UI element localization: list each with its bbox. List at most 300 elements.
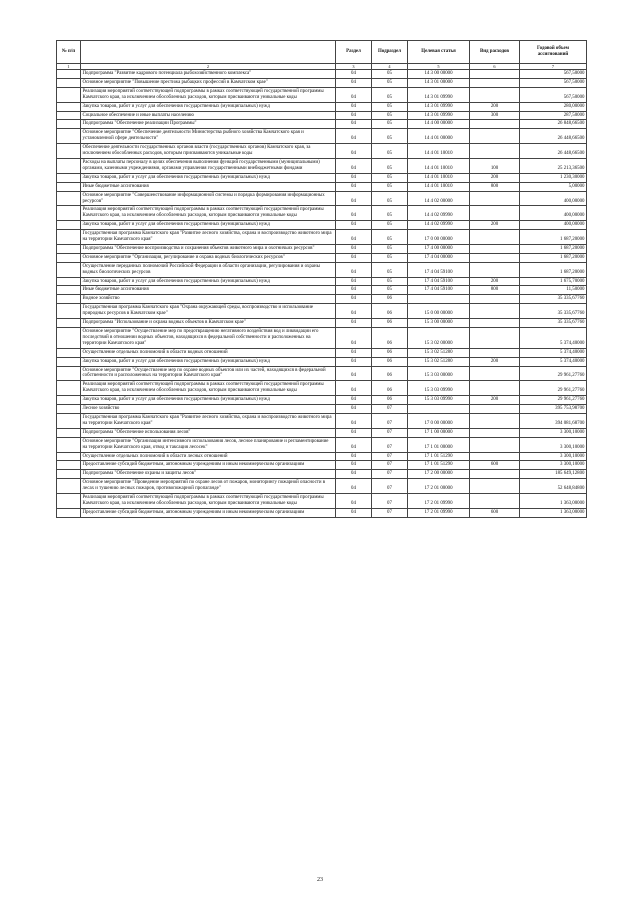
cell-name: Водное хозяйство: [81, 295, 336, 304]
cell-name: Социальное обеспечение и иные выплаты населению: [81, 111, 336, 120]
cell-amount: 280,00000: [520, 102, 587, 111]
cell-target-article: 15 3 02 51280: [408, 357, 470, 366]
cell-section: 04: [336, 262, 372, 277]
cell-name: Предоставление субсидий бюджетным, автономным учреждениям и иным некоммерческим организациям: [81, 461, 336, 470]
cell-target-article: 17 1 01 51290: [408, 461, 470, 470]
cell-expense-type: 600: [470, 461, 520, 470]
cell-target-article: 15 3 02 00000: [408, 328, 470, 349]
cell-expense-type: [470, 120, 520, 129]
cell-name: Реализация мероприятий соответствующей подпрограммы в рамках соответствующей государственной программы Камчатского края, за исключением обособленных расходов, которым присваиваются уникальные коды: [81, 87, 336, 102]
cell-number: [57, 221, 81, 230]
cell-name: Иные бюджетные ассигнования: [81, 286, 336, 295]
cell-section: 04: [336, 286, 372, 295]
cell-amount: 287,50000: [520, 111, 587, 120]
cell-name: Закупка товаров, работ и услуг для обеспечения государственных (муниципальных) нужд: [81, 221, 336, 230]
cell-expense-type: 300: [470, 111, 520, 120]
cell-expense-type: [470, 87, 520, 102]
cell-section: 04: [336, 304, 372, 319]
cell-expense-type: [470, 78, 520, 87]
table-row: [57, 182, 587, 191]
cell-subsection: 06: [372, 357, 408, 366]
cell-expense-type: [470, 191, 520, 206]
cell-section: 04: [336, 120, 372, 129]
cell-expense-type: [470, 381, 520, 396]
cell-number: [57, 494, 81, 509]
cell-name: Осуществление отдельных полномочий в области водных отношений: [81, 348, 336, 357]
cell-amount: 1 363,00000: [520, 494, 587, 509]
cell-number: [57, 461, 81, 470]
cell-subsection: 05: [372, 244, 408, 253]
cell-number: [57, 328, 81, 349]
cell-subsection: 05: [372, 102, 408, 111]
cell-name: Основное мероприятие "Совершенствование информационной системы и порядка формирования информационных ресурсов": [81, 191, 336, 206]
table-header-row: [57, 41, 587, 64]
cell-amount: 35 335,67760: [520, 295, 587, 304]
cell-section: 04: [336, 102, 372, 111]
cell-subsection: 07: [372, 479, 408, 494]
table-row: [57, 470, 587, 479]
cell-expense-type: 200: [470, 357, 520, 366]
table-row: [57, 508, 587, 517]
col-index: 3: [336, 64, 372, 70]
table-body: [57, 70, 587, 518]
cell-section: 04: [336, 348, 372, 357]
cell-section: 04: [336, 191, 372, 206]
cell-subsection: 05: [372, 206, 408, 221]
cell-section: 04: [336, 494, 372, 509]
table-row: [57, 348, 587, 357]
cell-subsection: 06: [372, 381, 408, 396]
cell-expense-type: [470, 494, 520, 509]
cell-name: Закупка товаров, работ и услуг для обеспечения государственных (муниципальных) нужд: [81, 396, 336, 405]
table-row: [57, 328, 587, 349]
col-header-expense-type: Вид расходов: [470, 41, 520, 64]
cell-amount: 5,00000: [520, 182, 587, 191]
cell-target-article: 14 4 01 10010: [408, 144, 470, 159]
cell-section: 04: [336, 277, 372, 286]
cell-number: [57, 253, 81, 262]
table-row: [57, 479, 587, 494]
cell-amount: 400,00000: [520, 221, 587, 230]
cell-section: 04: [336, 328, 372, 349]
cell-target-article: 17 0 00 00000: [408, 413, 470, 428]
cell-target-article: 14 4 02 00000: [408, 191, 470, 206]
cell-expense-type: [470, 437, 520, 452]
cell-name: Основное мероприятие "Осуществление мер по предотвращению негативного воздействия вод и ликвидации его последствий в отношении водных объектов, находящихся в федеральной собственности и расположенных на территории Камчатского края": [81, 328, 336, 349]
table-row: [57, 221, 587, 230]
cell-target-article: 17 2 01 09990: [408, 508, 470, 517]
cell-number: [57, 428, 81, 437]
cell-target-article: 17 1 00 00000: [408, 428, 470, 437]
cell-amount: 3 300,10000: [520, 437, 587, 452]
cell-target-article: 17 0 00 00000: [408, 230, 470, 245]
cell-section: 04: [336, 253, 372, 262]
cell-target-article: 17 1 01 00000: [408, 437, 470, 452]
cell-name: Государственная программа Камчатского края "Развитие лесного хозяйства, охрана и воспроизводство животного мира на территории Камчатского края": [81, 230, 336, 245]
cell-amount: 1 687,20000: [520, 253, 587, 262]
cell-number: [57, 87, 81, 102]
cell-target-article: 15 3 03 09990: [408, 396, 470, 405]
cell-name: Подпрограмма "Использование и охрана водных объектов в Камчатском крае": [81, 319, 336, 328]
cell-section: 04: [336, 381, 372, 396]
cell-section: 04: [336, 206, 372, 221]
cell-amount: 1 687,20000: [520, 244, 587, 253]
cell-section: 04: [336, 508, 372, 517]
cell-number: [57, 120, 81, 129]
cell-target-article: 14 4 02 09990: [408, 206, 470, 221]
cell-amount: 5 374,40000: [520, 357, 587, 366]
cell-number: [57, 129, 81, 144]
cell-subsection: 06: [372, 396, 408, 405]
cell-name: Реализация мероприятий соответствующей подпрограммы в рамках соответствующей государственной программы Камчатского края, за исключением обособленных расходов, которым присваиваются уникальные коды: [81, 206, 336, 221]
table-row: [57, 191, 587, 206]
cell-target-article: 15 3 02 51280: [408, 348, 470, 357]
cell-target-article: 14 4 01 10010: [408, 158, 470, 173]
cell-expense-type: [470, 304, 520, 319]
cell-subsection: 06: [372, 319, 408, 328]
cell-name: Реализация мероприятий соответствующей подпрограммы в рамках соответствующей государственной программы Камчатского края, за исключением обособленных расходов, которым присваиваются уникальные коды: [81, 381, 336, 396]
cell-subsection: 07: [372, 452, 408, 461]
cell-number: [57, 357, 81, 366]
cell-name: Обеспечение деятельности государственных органов власти (государственных органов) Камчатского края, за исключением обособленных расходов, которым присваиваются уникальные коды: [81, 144, 336, 159]
page-number: 23: [317, 877, 323, 883]
cell-number: [57, 381, 81, 396]
cell-section: 04: [336, 470, 372, 479]
cell-section: 04: [336, 70, 372, 79]
cell-expense-type: 600: [470, 508, 520, 517]
cell-expense-type: [470, 262, 520, 277]
table-row: [57, 494, 587, 509]
cell-section: 04: [336, 230, 372, 245]
cell-name: Иные бюджетные ассигнования: [81, 182, 336, 191]
table-row: [57, 87, 587, 102]
cell-number: [57, 508, 81, 517]
cell-name: Закупка товаров, работ и услуг для обеспечения государственных (муниципальных) нужд: [81, 173, 336, 182]
cell-section: 04: [336, 405, 372, 414]
col-header-name: [81, 41, 336, 64]
cell-target-article: 17 4 04 59100: [408, 262, 470, 277]
cell-expense-type: [470, 348, 520, 357]
cell-subsection: 07: [372, 461, 408, 470]
table-row: [57, 262, 587, 277]
cell-expense-type: [470, 452, 520, 461]
cell-number: [57, 206, 81, 221]
cell-number: [57, 230, 81, 245]
cell-amount: 26 448,66500: [520, 144, 587, 159]
cell-number: [57, 277, 81, 286]
cell-target-article: 15 0 00 00000: [408, 304, 470, 319]
cell-amount: 567,50000: [520, 70, 587, 79]
cell-section: 04: [336, 295, 372, 304]
table-row: [57, 206, 587, 221]
cell-target-article: 17 2 01 09990: [408, 494, 470, 509]
cell-subsection: 05: [372, 173, 408, 182]
cell-section: 04: [336, 144, 372, 159]
cell-amount: 1 687,20000: [520, 262, 587, 277]
cell-expense-type: 200: [470, 102, 520, 111]
cell-amount: 26 848,66500: [520, 120, 587, 129]
cell-amount: 3 300,10000: [520, 428, 587, 437]
table-row: [57, 428, 587, 437]
cell-section: 04: [336, 111, 372, 120]
cell-target-article: [408, 405, 470, 414]
cell-subsection: 07: [372, 428, 408, 437]
cell-target-article: 14 4 01 00000: [408, 129, 470, 144]
cell-subsection: 05: [372, 70, 408, 79]
cell-name: Подпрограмма "Обеспечение использования лесов": [81, 428, 336, 437]
cell-target-article: 17 1 01 51290: [408, 452, 470, 461]
cell-name: Закупка товаров, работ и услуг для обеспечения государственных (муниципальных) нужд: [81, 357, 336, 366]
table-row: [57, 277, 587, 286]
cell-subsection: 06: [372, 328, 408, 349]
cell-expense-type: [470, 230, 520, 245]
cell-target-article: 14 4 00 00000: [408, 120, 470, 129]
cell-section: 04: [336, 319, 372, 328]
table-row: [57, 437, 587, 452]
cell-target-article: 14 3 01 09990: [408, 102, 470, 111]
cell-name: Государственная программа Камчатского края "Охрана окружающей среды, воспроизводство и использование природных ресурсов в Камчатском крае": [81, 304, 336, 319]
table-row: [57, 144, 587, 159]
table-row: [57, 295, 587, 304]
table-row: [57, 78, 587, 87]
cell-subsection: 05: [372, 286, 408, 295]
table-row: [57, 70, 587, 79]
table-row: [57, 253, 587, 262]
cell-name: Государственная программа Камчатского края "Развитие лесного хозяйства, охрана и воспроизводство животного мира на территории Камчатского края": [81, 413, 336, 428]
cell-target-article: 14 3 01 09990: [408, 87, 470, 102]
cell-name: Расходы на выплаты персоналу в целях обеспечения выполнения функций государственными (муниципальными) органами, казенными учреждениями, органами управления государственными внебюджетными фондами: [81, 158, 336, 173]
cell-subsection: 05: [372, 87, 408, 102]
cell-target-article: 17 4 04 00000: [408, 253, 470, 262]
cell-target-article: 17 2 00 00000: [408, 470, 470, 479]
cell-expense-type: [470, 470, 520, 479]
col-header-section: Раздел: [336, 41, 372, 64]
cell-section: 04: [336, 158, 372, 173]
cell-number: [57, 102, 81, 111]
table-row: [57, 357, 587, 366]
cell-target-article: 14 4 01 10010: [408, 182, 470, 191]
cell-number: [57, 244, 81, 253]
table-row: [57, 381, 587, 396]
col-index: 4: [372, 64, 408, 70]
cell-amount: 394 081,68700: [520, 413, 587, 428]
cell-name: Лесное хозяйство: [81, 405, 336, 414]
cell-subsection: 06: [372, 295, 408, 304]
cell-number: [57, 366, 81, 381]
cell-subsection: 07: [372, 508, 408, 517]
cell-expense-type: [470, 144, 520, 159]
col-index: 7: [520, 64, 587, 70]
cell-amount: 567,50000: [520, 87, 587, 102]
cell-amount: 3 300,10000: [520, 461, 587, 470]
cell-subsection: 05: [372, 111, 408, 120]
cell-number: [57, 470, 81, 479]
cell-amount: 1 687,20000: [520, 230, 587, 245]
budget-table: [56, 40, 587, 518]
cell-section: 04: [336, 244, 372, 253]
cell-section: 04: [336, 452, 372, 461]
cell-number: [57, 70, 81, 79]
cell-subsection: 06: [372, 348, 408, 357]
cell-amount: 26 448,66500: [520, 129, 587, 144]
cell-target-article: 17 2 01 00000: [408, 479, 470, 494]
cell-section: 04: [336, 221, 372, 230]
cell-target-article: 14 3 01 00000: [408, 78, 470, 87]
cell-number: [57, 158, 81, 173]
cell-section: 04: [336, 428, 372, 437]
cell-name: Подпрограмма "Обеспечение реализации Программы": [81, 120, 336, 129]
table-row: [57, 461, 587, 470]
cell-amount: 29 961,27760: [520, 381, 587, 396]
cell-amount: 1 675,70000: [520, 277, 587, 286]
table-row: [57, 230, 587, 245]
cell-number: [57, 452, 81, 461]
cell-section: 04: [336, 437, 372, 452]
table-row: [57, 405, 587, 414]
cell-number: [57, 295, 81, 304]
cell-expense-type: 200: [470, 173, 520, 182]
cell-expense-type: [470, 295, 520, 304]
cell-section: 04: [336, 479, 372, 494]
cell-target-article: 15 3 03 00000: [408, 366, 470, 381]
cell-subsection: 05: [372, 277, 408, 286]
cell-target-article: [408, 295, 470, 304]
cell-number: [57, 262, 81, 277]
cell-expense-type: 800: [470, 182, 520, 191]
cell-name: Основное мероприятие "Организация, регулирование и охрана водных биологических ресурсов": [81, 253, 336, 262]
cell-subsection: 05: [372, 253, 408, 262]
cell-number: [57, 286, 81, 295]
cell-section: 04: [336, 87, 372, 102]
cell-number: [57, 319, 81, 328]
cell-section: 04: [336, 129, 372, 144]
cell-name: Подпрограмма "Обеспечение охраны и защиты лесов": [81, 470, 336, 479]
cell-amount: 52 648,84800: [520, 479, 587, 494]
cell-name: Основное мероприятие "Обеспечение деятельности Министерства рыбного хозяйства Камчатского края и установленной сфере деятельности": [81, 129, 336, 144]
col-header-annual-amount: Годовой объем ассигнований: [520, 41, 587, 64]
cell-expense-type: [470, 405, 520, 414]
cell-target-article: 17 4 00 00000: [408, 244, 470, 253]
cell-subsection: 05: [372, 78, 408, 87]
cell-number: [57, 182, 81, 191]
cell-subsection: 07: [372, 470, 408, 479]
cell-number: [57, 78, 81, 87]
cell-number: [57, 348, 81, 357]
cell-amount: 185 649,12800: [520, 470, 587, 479]
cell-name: Закупка товаров, работ и услуг для обеспечения государственных (муниципальных) нужд: [81, 102, 336, 111]
cell-name: Основное мероприятие "Повышение престижа рыбацких профессий в Камчатском крае": [81, 78, 336, 87]
cell-subsection: 07: [372, 405, 408, 414]
cell-subsection: 05: [372, 120, 408, 129]
cell-name: Подпрограмма "Развитие кадрового потенциала рыбохозяйственного комплекса": [81, 70, 336, 79]
cell-expense-type: [470, 413, 520, 428]
cell-subsection: 05: [372, 129, 408, 144]
cell-amount: 5 374,40000: [520, 348, 587, 357]
cell-name: Осуществление переданных полномочий Российской Федерации в области организации, регулирования и охраны водных биологических ресурсов: [81, 262, 336, 277]
cell-section: 04: [336, 357, 372, 366]
cell-target-article: 14 4 02 09990: [408, 221, 470, 230]
cell-subsection: 05: [372, 262, 408, 277]
cell-amount: 400,00000: [520, 206, 587, 221]
cell-name: Основное мероприятие "Осуществление мер по охране водных объектов или их частей, находящихся в федеральной собственности и расположенных на территории Камчатского края": [81, 366, 336, 381]
table-row: [57, 173, 587, 182]
cell-number: [57, 396, 81, 405]
table-row: [57, 244, 587, 253]
cell-target-article: 14 3 01 09990: [408, 111, 470, 120]
cell-name: Основное мероприятие "Проведение мероприятий по охране лесов от пожаров, мониторингу пожарной опасности в лесах и тушению лесных пожаров, противопожарной пропаганде": [81, 479, 336, 494]
table-row: [57, 129, 587, 144]
col-index: 2: [81, 64, 336, 70]
cell-amount: 35 335,67760: [520, 319, 587, 328]
cell-number: [57, 479, 81, 494]
col-header-number: № п/п: [57, 41, 81, 64]
cell-number: [57, 191, 81, 206]
cell-subsection: 05: [372, 182, 408, 191]
cell-number: [57, 173, 81, 182]
cell-expense-type: 200: [470, 396, 520, 405]
cell-expense-type: [470, 319, 520, 328]
cell-name: Предоставление субсидий бюджетным, автономным учреждениям и иным некоммерческим организациям: [81, 508, 336, 517]
col-index: 5: [408, 64, 470, 70]
cell-expense-type: [470, 70, 520, 79]
table-row: [57, 413, 587, 428]
cell-amount: 400,00000: [520, 191, 587, 206]
cell-expense-type: 200: [470, 277, 520, 286]
cell-name: Основное мероприятие "Организация интенсивного использования лесов, лесное планирование и регламентирование на территории Камчатского края, отвод и таксация лесосек": [81, 437, 336, 452]
cell-expense-type: 800: [470, 286, 520, 295]
table-row: [57, 286, 587, 295]
cell-number: [57, 437, 81, 452]
cell-subsection: 07: [372, 437, 408, 452]
cell-expense-type: 100: [470, 158, 520, 173]
cell-expense-type: [470, 479, 520, 494]
cell-section: 04: [336, 182, 372, 191]
cell-target-article: 17 4 04 59100: [408, 286, 470, 295]
cell-number: [57, 111, 81, 120]
cell-amount: 35 335,67760: [520, 304, 587, 319]
cell-expense-type: 200: [470, 221, 520, 230]
table-row: [57, 304, 587, 319]
cell-target-article: 14 3 00 00000: [408, 70, 470, 79]
cell-expense-type: [470, 366, 520, 381]
cell-expense-type: [470, 428, 520, 437]
cell-section: 04: [336, 366, 372, 381]
cell-expense-type: [470, 328, 520, 349]
cell-target-article: 17 4 04 59100: [408, 277, 470, 286]
cell-number: [57, 413, 81, 428]
cell-target-article: 15 3 03 09990: [408, 381, 470, 396]
col-index: 6: [470, 64, 520, 70]
cell-subsection: 05: [372, 158, 408, 173]
cell-amount: 567,50000: [520, 78, 587, 87]
cell-expense-type: [470, 129, 520, 144]
cell-subsection: 05: [372, 191, 408, 206]
cell-expense-type: [470, 244, 520, 253]
table-row: [57, 366, 587, 381]
table-row: [57, 396, 587, 405]
table-row: [57, 319, 587, 328]
cell-amount: 3 300,10000: [520, 452, 587, 461]
cell-section: 04: [336, 173, 372, 182]
cell-section: 04: [336, 396, 372, 405]
cell-section: 04: [336, 461, 372, 470]
cell-section: 04: [336, 78, 372, 87]
cell-amount: 29 961,27760: [520, 396, 587, 405]
cell-amount: 29 961,27760: [520, 366, 587, 381]
cell-subsection: 07: [372, 413, 408, 428]
table-row: [57, 158, 587, 173]
col-header-subsection: Подраздел: [372, 41, 408, 64]
